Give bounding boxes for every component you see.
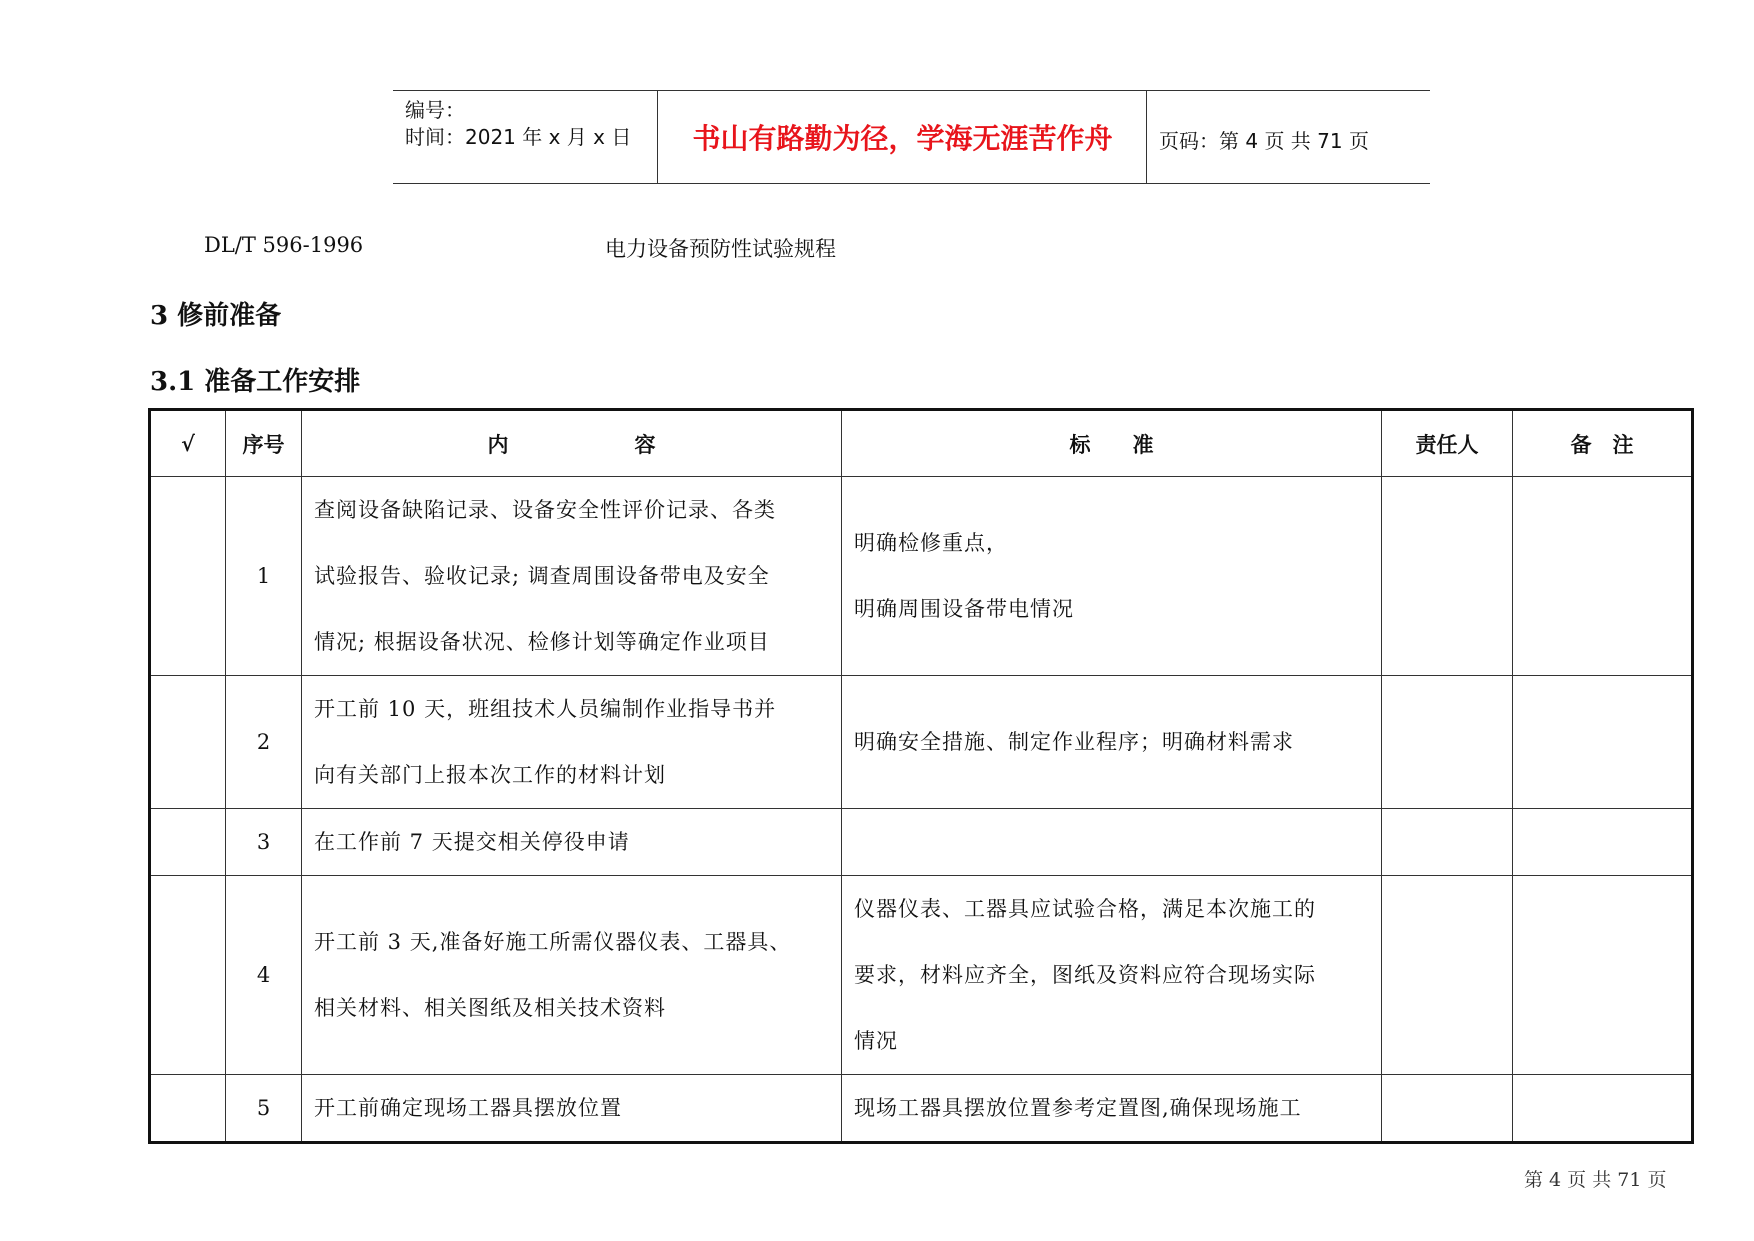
check-cell[interactable] [150, 477, 226, 676]
standard-line: 仪器仪表、工器具应试验合格，满足本次施工的 [854, 897, 1316, 921]
header-content: 内 容 [302, 410, 842, 477]
header-divider-left [657, 90, 658, 184]
seq-cell: 4 [226, 876, 302, 1075]
remark-cell[interactable] [1513, 477, 1693, 676]
section-title-3: 3 修前准备 [150, 301, 282, 331]
seq-cell: 1 [226, 477, 302, 676]
check-cell[interactable] [150, 1075, 226, 1143]
standard-line: 明确周围设备带电情况 [854, 597, 1074, 621]
header-seq: 序号 [226, 410, 302, 477]
standard-cell [842, 676, 1382, 809]
content-line: 相关材料、相关图纸及相关技术资料 [314, 996, 666, 1020]
content-line: 在工作前 7 天提交相关停役申请 [314, 830, 630, 854]
owner-cell[interactable] [1382, 876, 1513, 1075]
standard-line: 要求，材料应齐全，图纸及资料应符合现场实际 [854, 963, 1316, 987]
table-row [150, 876, 1693, 1075]
content-cell [302, 676, 842, 809]
check-cell[interactable] [150, 876, 226, 1075]
header-check: √ [150, 410, 226, 477]
header-owner: 责任人 [1382, 410, 1513, 477]
footer-page-number: 第 4 页 共 71 页 [1524, 1169, 1667, 1191]
work-table-wrapper [148, 408, 1694, 1144]
table-row [150, 676, 1693, 809]
doc-code: DL/T 596-1996 [204, 233, 364, 257]
standard-line: 明确检修重点， [854, 531, 1008, 555]
owner-cell[interactable] [1382, 477, 1513, 676]
check-cell[interactable] [150, 809, 226, 876]
table-row [150, 1075, 1693, 1143]
header-divider-right [1146, 90, 1147, 184]
owner-cell[interactable] [1382, 676, 1513, 809]
content-cell [302, 477, 842, 676]
header-remark: 备 注 [1513, 410, 1693, 477]
header-page-label: 页码：第 4 页 共 71 页 [1159, 129, 1369, 153]
header-top-rule [393, 90, 1430, 91]
content-cell [302, 876, 842, 1075]
content-line: 开工前 10 天，班组技术人员编制作业指导书并 [314, 697, 777, 721]
work-arrangement-table [148, 408, 1694, 1144]
header-number-label: 编号： [405, 98, 465, 122]
standard-cell [842, 876, 1382, 1075]
header-slogan: 书山有路勤为径，学海无涯苦作舟 [692, 122, 1113, 155]
header-bottom-rule [393, 183, 1430, 184]
content-line: 开工前确定现场工器具摆放位置 [314, 1096, 622, 1120]
content-cell [302, 809, 842, 876]
seq-cell: 2 [226, 676, 302, 809]
header-standard: 标 准 [842, 410, 1382, 477]
owner-cell[interactable] [1382, 1075, 1513, 1143]
standard-cell [842, 1075, 1382, 1143]
remark-cell[interactable] [1513, 1075, 1693, 1143]
content-line: 查阅设备缺陷记录、设备安全性评价记录、各类 [314, 498, 776, 522]
standard-cell [842, 477, 1382, 676]
header-date-label: 时间：2021 年 x 月 x 日 [405, 125, 632, 149]
standard-cell [842, 809, 1382, 876]
table-header-row [150, 410, 1693, 477]
content-cell [302, 1075, 842, 1143]
remark-cell[interactable] [1513, 809, 1693, 876]
table-row [150, 809, 1693, 876]
doc-name: 电力设备预防性试验规程 [605, 237, 836, 261]
seq-cell: 5 [226, 1075, 302, 1143]
content-line: 开工前 3 天,准备好施工所需仪器仪表、工器具、 [314, 930, 792, 954]
remark-cell[interactable] [1513, 876, 1693, 1075]
remark-cell[interactable] [1513, 676, 1693, 809]
owner-cell[interactable] [1382, 809, 1513, 876]
section-title-3-1: 3.1 准备工作安排 [150, 367, 361, 397]
table-row [150, 477, 1693, 676]
seq-cell: 3 [226, 809, 302, 876]
content-line: 试验报告、验收记录; 调查周围设备带电及安全 [314, 564, 770, 588]
content-line: 情况; 根据设备状况、检修计划等确定作业项目 [314, 630, 770, 654]
content-line: 向有关部门上报本次工作的材料计划 [314, 763, 666, 787]
check-cell[interactable] [150, 676, 226, 809]
standard-line: 现场工器具摆放位置参考定置图,确保现场施工 [854, 1096, 1302, 1120]
standard-line: 情况 [854, 1029, 898, 1053]
standard-line: 明确安全措施、制定作业程序；明确材料需求 [854, 730, 1294, 754]
